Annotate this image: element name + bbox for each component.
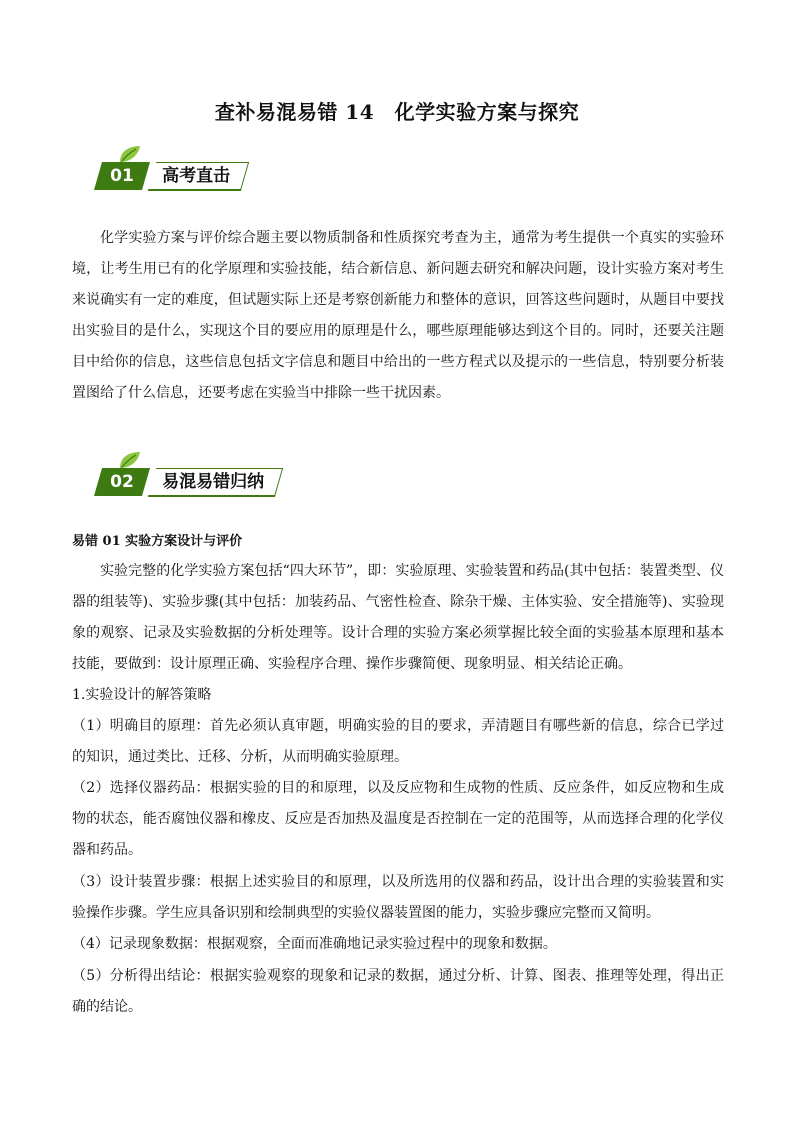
leaf-icon xyxy=(116,144,142,164)
section-title-box xyxy=(148,162,249,191)
page-title: 查补易混易错 14 化学实验方案与探究 xyxy=(214,100,580,124)
step-item-5: （5）分析得出结论：根据实验观察的现象和记录的数据，通过分析、计算、图表、推理等处理，得出正确的结论。 xyxy=(72,968,724,1015)
section-number: 02 xyxy=(110,472,134,492)
section-title: 高考直击 xyxy=(162,166,231,186)
step-item-4: （4）记录现象数据：根据观察，全面而准确地记录实验过程中的现象和数据。 xyxy=(72,936,557,952)
intro-paragraph: 实验完整的化学实验方案包括“四大环节”，即：实验原理、实验装置和药品(其中包括：装置类型、仪器的组装等)、实验步骤(其中包括：加装药品、气密性检查、除杂干燥、主体实验、安全措施等)、实验现象的观察、记录及实验数据的分析处理等。设计合理的实验方案必须掌握比较全面的实验基本原理和基本技能，要做到：设计原理正确、实验程序合理、操作步骤简便、现象明显、相关结论正确。 xyxy=(72,563,724,672)
section-title-box xyxy=(148,468,283,497)
section-number-box xyxy=(94,162,150,190)
strategy-heading: 1.实验设计的解答策略 xyxy=(72,687,212,703)
section-number: 01 xyxy=(110,166,134,186)
leaf-icon xyxy=(116,450,142,470)
section-badge-2 xyxy=(98,456,298,496)
step-item-1: （1）明确目的原理：首先必须认真审题，明确实验的目的要求，弄清题目有哪些新的信息，综合已学过的知识，通过类比、迁移、分析，从而明确实验原理。 xyxy=(72,718,724,765)
step-item-2: （2）选择仪器药品：根据实验的目的和原理，以及反应物和生成物的性质、反应条件，如反应物和生成物的状态，能否腐蚀仪器和橡皮、反应是否加热及温度是否控制在一定的范围等，从而选择合理的化学仪器和药品。 xyxy=(72,780,724,858)
section-number-box xyxy=(94,468,150,496)
section1-paragraph: 化学实验方案与评价综合题主要以物质制备和性质探究考查为主，通常为考生提供一个真实的实验环境，让考生用已有的化学原理和实验技能，结合新信息、新问题去研究和解决问题，设计实验方案对考生来说确实有一定的难度，但试题实际上还是考察创新能力和整体的意识，回答这些问题时，从题目中要找出实验目的是什么，实现这个目的要应用的原理是什么，哪些原理能够达到这个目的。同时，还要关注题目中给你的信息，这些信息包括文字信息和题目中给出的一些方程式以及提示的一些信息，特别要分析装置图给了什么信息，还要考虑在实验当中排除一些干扰因素。 xyxy=(72,230,724,401)
section-badge-1 xyxy=(98,150,278,190)
section-title: 易混易错归纳 xyxy=(162,472,265,492)
item-heading: 易错 01 实验方案设计与评价 xyxy=(72,534,243,549)
step-item-3: （3）设计装置步骤：根据上述实验目的和原理，以及所选用的仪器和药品，设计出合理的实验装置和实验操作步骤。学生应具备识别和绘制典型的实验仪器装置图的能力，实验步骤应完整而又简明。 xyxy=(72,874,724,921)
